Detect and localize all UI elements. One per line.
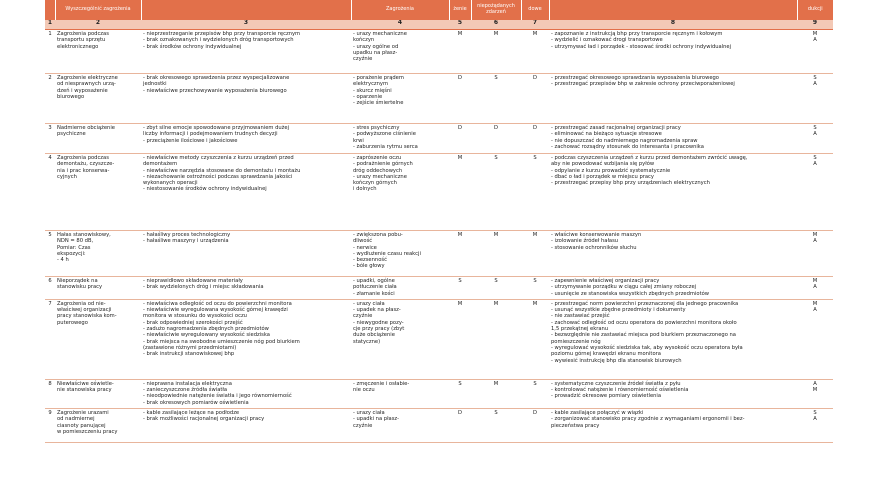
effect-line: - zejście śmiertelne bbox=[353, 100, 404, 107]
cause-line: - brak instrukcji stanowiskowej bhp bbox=[143, 351, 235, 358]
hazard-line: Zagrożenia podczas bbox=[57, 155, 109, 161]
acceptability-value: A bbox=[813, 284, 817, 291]
cause-line: wykonanych operacji bbox=[143, 180, 198, 187]
table-row bbox=[45, 299, 833, 379]
severity-cell: S bbox=[471, 409, 521, 443]
acceptability-cell bbox=[797, 379, 833, 408]
effect-line: - zmęczenie i osłabie- bbox=[353, 380, 410, 387]
action-line: - zachować odległość od oczu operatora do powierzchni monitora około bbox=[551, 319, 737, 326]
severity-cell: S bbox=[471, 277, 521, 300]
effects-cell bbox=[351, 30, 449, 74]
action-line: - właściwe konserwowanie maszyn bbox=[551, 232, 642, 238]
effect-line: - zaprószenie oczu bbox=[353, 155, 402, 161]
action-line: pieczeństwa pracy bbox=[551, 422, 600, 429]
acceptability-value: S bbox=[813, 75, 817, 81]
risk-level-cell: S bbox=[521, 154, 549, 231]
hazard-line: cyjnych bbox=[57, 173, 77, 180]
acceptability-value: M bbox=[812, 300, 818, 307]
severity-cell: M bbox=[471, 299, 521, 379]
column-number-row bbox=[45, 20, 833, 30]
effect-line: - urazy mechaniczne bbox=[353, 173, 407, 180]
cause-line: - brak środków ochrony indywidualnej bbox=[143, 43, 242, 50]
effect-line: - złamanie kości bbox=[353, 290, 395, 297]
probability-cell: M bbox=[449, 231, 471, 277]
column-number: 1 bbox=[45, 20, 55, 30]
effect-line: - bóle głowy bbox=[353, 263, 385, 270]
effect-line: kończyn górnych bbox=[353, 180, 397, 187]
actions-cell bbox=[549, 409, 797, 443]
cause-line: - niewłaściwie wyregulowana wysokość górnej krawędzi bbox=[143, 307, 288, 314]
effect-line: - urazy mechaniczne bbox=[353, 31, 407, 37]
hazard-line: stanowisku pracy bbox=[57, 284, 103, 291]
causes-cell bbox=[141, 299, 351, 379]
hazard-line: od niesprawnych urzą- bbox=[57, 81, 116, 88]
action-line: - utrzymywać ład i porządek - stosować środki ochrony indywidualnej bbox=[551, 43, 732, 50]
column-number: 4 bbox=[351, 20, 449, 30]
effect-line: - zwiększona pobu- bbox=[353, 232, 403, 238]
acceptability-value: M bbox=[812, 31, 818, 37]
action-line: - systematyczne czyszczenie źródeł światła z pyłu bbox=[551, 380, 681, 387]
action-line: - utrzymywanie porządku w ciągu całej zmiany roboczej bbox=[551, 284, 697, 291]
severity-cell: M bbox=[471, 379, 521, 408]
actions-cell bbox=[549, 154, 797, 231]
cause-line: - zanieczyszczone źródła światła bbox=[143, 387, 228, 394]
action-line: - kable zasilające połączyć w wiązki bbox=[551, 410, 644, 417]
cause-line: - niewłaściwie wyregulowany wysokość siedziska bbox=[143, 332, 270, 339]
column-number: 6 bbox=[471, 20, 521, 30]
acceptability-value: S bbox=[813, 125, 817, 131]
table-row bbox=[45, 409, 833, 443]
acceptability-value: S bbox=[813, 155, 817, 161]
action-line: - zapewnienie właściwej organizacji pracy bbox=[551, 278, 660, 284]
acceptability-cell bbox=[797, 409, 833, 443]
hazard-line: biurowego bbox=[57, 93, 85, 100]
cause-line: demontażem bbox=[143, 161, 178, 168]
action-line: - przestrzegać okresowego sprawdzania wyposażenia biurowego bbox=[551, 75, 719, 81]
column-number: 2 bbox=[55, 20, 141, 30]
cause-line: - zadużo nagromadzenia zbędnych przedmiotów bbox=[143, 326, 269, 333]
action-line: - wyregulować wysokość siedziska tak, aby wysokość oczu operatora była bbox=[551, 344, 743, 351]
effect-line: elektrycznym bbox=[353, 81, 389, 88]
effects-cell bbox=[351, 379, 449, 408]
acceptability-cell bbox=[797, 299, 833, 379]
effect-line: - zaburzenia rytmu serca bbox=[353, 143, 418, 150]
action-line: - izolowanie źródeł hałasu bbox=[551, 238, 619, 245]
effect-line: - skurcz mięśni bbox=[353, 87, 392, 94]
cause-line: - hałaśliwe maszyny i urządzenia bbox=[143, 238, 229, 245]
severity-cell: M bbox=[471, 30, 521, 74]
hazard-cell bbox=[55, 277, 141, 300]
cause-line: - brak wydzielonych dróg i miejsc składowania bbox=[143, 284, 264, 291]
actions-cell bbox=[549, 124, 797, 154]
risk-level-cell: M bbox=[521, 231, 549, 277]
hazard-line: elektronicznego bbox=[57, 43, 99, 50]
hazard-line: Pomiar: Czas bbox=[57, 244, 91, 251]
header-cell-9: dukcji bbox=[797, 0, 833, 20]
effect-line: potłuczenie ciała bbox=[353, 284, 397, 291]
acceptability-cell bbox=[797, 277, 833, 300]
risk-level-cell: D bbox=[521, 74, 549, 124]
severity-cell: S bbox=[471, 154, 521, 231]
table-row bbox=[45, 379, 833, 408]
cause-line: - brak możliwości racjonalnej organizacji pracy bbox=[143, 416, 265, 423]
effect-line: - oparzenie bbox=[353, 93, 383, 100]
probability-cell: M bbox=[449, 299, 471, 379]
effect-line: - podrażnienie górnych bbox=[353, 161, 413, 168]
actions-cell bbox=[549, 231, 797, 277]
action-line: - zorganizować stanowisko pracy zgodnie z wymaganiami ergonomii i bez- bbox=[551, 416, 745, 423]
risk-assessment-table bbox=[45, 0, 833, 443]
acceptability-cell bbox=[797, 30, 833, 74]
effect-line: czyźnie bbox=[353, 56, 373, 63]
acceptability-value: A bbox=[813, 307, 817, 314]
cause-line: - hałaśliwy proces technologiczny bbox=[143, 232, 231, 238]
cause-line: - niewłaściwe przechowywanie wyposażenia biurowego bbox=[143, 87, 287, 94]
table-row bbox=[45, 277, 833, 300]
column-number: 8 bbox=[549, 20, 797, 30]
cause-line: - brak oznakowanych i wydzielonych dróg transportowych bbox=[143, 37, 294, 44]
cause-line: - nieprzestrzeganie przepisów bhp przy transporcie ręcznym bbox=[143, 31, 301, 37]
hazard-line: psychiczne bbox=[57, 131, 86, 138]
hazard-cell bbox=[55, 30, 141, 74]
causes-cell bbox=[141, 277, 351, 300]
actions-cell bbox=[549, 30, 797, 74]
hazard-cell bbox=[55, 154, 141, 231]
table-row bbox=[45, 30, 833, 74]
row-number: 1 bbox=[45, 30, 55, 74]
effect-line: - wydłużenie czasu reakcji bbox=[353, 250, 421, 257]
table-header-row bbox=[45, 0, 833, 20]
acceptability-cell bbox=[797, 231, 833, 277]
cause-line: - niewłaściwa odległość od oczu do powierzchni monitora bbox=[143, 300, 292, 307]
acceptability-value: A bbox=[813, 416, 817, 423]
effect-line: cje przy pracy (zbyt bbox=[353, 326, 405, 333]
row-number: 7 bbox=[45, 299, 55, 379]
probability-cell: M bbox=[449, 154, 471, 231]
effect-line: dróg oddechowych bbox=[353, 167, 403, 174]
acceptability-value: A bbox=[813, 380, 817, 387]
probability-cell: D bbox=[449, 74, 471, 124]
effect-line: - urazy ciała bbox=[353, 300, 385, 307]
cause-line: monitora w stosunku do wysokości oczu bbox=[143, 313, 247, 320]
column-number: 9 bbox=[797, 20, 833, 30]
row-number: 6 bbox=[45, 277, 55, 300]
effect-line: czyźnie bbox=[353, 422, 373, 429]
effect-line: dliwość bbox=[353, 238, 373, 245]
acceptability-value: M bbox=[812, 232, 818, 238]
acceptability-cell bbox=[797, 124, 833, 154]
hazard-line: właściwej organizacji bbox=[57, 307, 112, 314]
hazard-line: demontażu, czyszcze- bbox=[57, 161, 115, 168]
effect-line: - upadki, ogólne bbox=[353, 278, 395, 284]
action-line: - wywiesić instrukcję bhp dla stanowisk biurowych bbox=[551, 357, 682, 364]
effect-line: duże obciążenie bbox=[353, 332, 395, 339]
header-cell-5: żenie bbox=[449, 0, 471, 20]
action-line: - kontrolować natężenie i równomierność oświetlenia bbox=[551, 387, 689, 394]
hazard-line: Zagrożenie urazami bbox=[57, 410, 109, 417]
acceptability-value: A bbox=[813, 238, 817, 245]
action-line: - eliminować na bieżąco sytuacje stresowe bbox=[551, 131, 662, 138]
actions-cell bbox=[549, 277, 797, 300]
action-line: - dbać o ład i porządek w miejscu pracy bbox=[551, 173, 654, 180]
hazard-line: Zagrożenie elektryczne bbox=[57, 75, 118, 81]
effects-cell bbox=[351, 277, 449, 300]
cause-line: - nieprawna instalacja elektryczna bbox=[143, 380, 232, 387]
hazard-line: ekspozycji: bbox=[57, 250, 86, 257]
row-number: 9 bbox=[45, 409, 55, 443]
effects-cell bbox=[351, 124, 449, 154]
effects-cell bbox=[351, 154, 449, 231]
severity-cell: D bbox=[471, 124, 521, 154]
effect-line: czyźnie bbox=[353, 313, 373, 320]
risk-level-cell: D bbox=[521, 409, 549, 443]
row-number: 2 bbox=[45, 74, 55, 124]
effect-line: - upadek na płasz- bbox=[353, 307, 401, 314]
hazard-line: Niewłaściwe oświetle- bbox=[57, 380, 114, 387]
hazard-line: Nieporządek na bbox=[57, 278, 98, 284]
causes-cell bbox=[141, 154, 351, 231]
hazard-line: ciasnoty panującej bbox=[57, 422, 106, 429]
column-number: 5 bbox=[449, 20, 471, 30]
causes-cell bbox=[141, 30, 351, 74]
effect-line: kończyn bbox=[353, 37, 375, 44]
table-row bbox=[45, 154, 833, 231]
acceptability-value: A bbox=[813, 81, 817, 88]
hazard-cell bbox=[55, 231, 141, 277]
action-line: - przestrzegać przepisów bhp w zakresie ochrony przeciwporażeniowej bbox=[551, 81, 735, 88]
header-cell-7: dowe bbox=[521, 0, 549, 20]
row-number: 3 bbox=[45, 124, 55, 154]
actions-cell bbox=[549, 299, 797, 379]
header-cell-1 bbox=[45, 0, 55, 20]
header-cell-8 bbox=[549, 0, 797, 20]
acceptability-cell bbox=[797, 154, 833, 231]
hazard-line: dzeń i wyposażenie bbox=[57, 87, 108, 94]
column-number: 7 bbox=[521, 20, 549, 30]
risk-level-cell: S bbox=[521, 277, 549, 300]
action-line: - wydzielić i oznakować drogi transportowe bbox=[551, 37, 663, 44]
action-line: - przestrzegać przepisy bhp przy urządzeniach elektrycznych bbox=[551, 180, 710, 187]
header-cell-4: Zagrożenia bbox=[351, 0, 449, 20]
acceptability-cell bbox=[797, 74, 833, 124]
cause-line: - niestosowanie środków ochrony indywidualnej bbox=[143, 186, 267, 193]
acceptability-value: M bbox=[812, 387, 818, 394]
cause-line: - kable zasilające leżące na podłodze bbox=[143, 410, 240, 417]
action-line: aby nie powodować wzbijania się pyłów bbox=[551, 161, 655, 168]
cause-line: - niezachowanie ostrożności podczas sprawdzania jakości bbox=[143, 173, 293, 180]
hazard-line: Zagrożenia od nie- bbox=[57, 300, 106, 307]
effect-line: - urazy ogólne od bbox=[353, 43, 399, 50]
acceptability-value: S bbox=[813, 410, 817, 417]
header-cell-3 bbox=[141, 0, 351, 20]
cause-line: - brak odpowiedniej szerokości przejść bbox=[143, 319, 243, 326]
header-cell-2: Wyszczególnić zagrożenia bbox=[55, 0, 141, 20]
cause-line: - przeciążenie ilościowe i jakościowe bbox=[143, 137, 238, 144]
causes-cell bbox=[141, 231, 351, 277]
effect-line: - bezsenność bbox=[353, 257, 387, 264]
effect-line: - niewygodne pozy- bbox=[353, 319, 404, 326]
probability-cell: M bbox=[449, 30, 471, 74]
hazard-line: Nadmierne obciążenie bbox=[57, 125, 115, 131]
risk-level-cell: M bbox=[521, 299, 549, 379]
action-line: - przestrzegać norm powierzchni przeznaczonej dla jednego pracownika bbox=[551, 300, 739, 307]
effects-cell bbox=[351, 231, 449, 277]
action-line: - bezwzględnie nie zastawiać miejsca pod biurkiem przeznaczonego na bbox=[551, 332, 736, 339]
hazard-line: NDN = 80 dB, bbox=[57, 238, 94, 245]
effect-line: - podwyższone ciśnienie bbox=[353, 131, 416, 138]
causes-cell bbox=[141, 409, 351, 443]
effect-line: - urazy ciała bbox=[353, 410, 385, 417]
causes-cell bbox=[141, 379, 351, 408]
action-line: - usunąć wszystkie zbędne przedmioty i dokumenty bbox=[551, 307, 686, 314]
hazard-line: nia i prac konserwa- bbox=[57, 167, 110, 174]
hazard-cell bbox=[55, 124, 141, 154]
risk-level-cell: S bbox=[521, 379, 549, 408]
effect-line: - stres psychiczny bbox=[353, 125, 400, 131]
hazard-line: Hałas stanowiskowy, bbox=[57, 232, 111, 238]
table-row bbox=[45, 74, 833, 124]
effect-line: upadku na płasz- bbox=[353, 49, 398, 56]
actions-cell bbox=[549, 379, 797, 408]
effect-line: - porażenie prądem bbox=[353, 75, 404, 81]
hazard-cell bbox=[55, 379, 141, 408]
hazard-line: w pomieszczeniu pracy bbox=[57, 428, 118, 435]
effects-cell bbox=[351, 409, 449, 443]
action-line: - podczas czyszczenia urządzeń z kurzu przed demontażem zwrócić uwagę, bbox=[551, 155, 748, 161]
action-line: - odpylanie z kurzu prowadzić systematycznie bbox=[551, 167, 671, 174]
action-line: - stosowanie ochronników słuchu bbox=[551, 244, 637, 251]
hazard-line: Zagrożenia podczas bbox=[57, 31, 109, 37]
hazard-line: nie stanowiska pracy bbox=[57, 387, 112, 394]
effects-cell bbox=[351, 74, 449, 124]
cause-line: (zastawione różnymi przedmiotami) bbox=[143, 344, 237, 351]
effect-line: i dolnych bbox=[353, 186, 377, 193]
probability-cell: D bbox=[449, 124, 471, 154]
risk-level-cell: M bbox=[521, 30, 549, 74]
hazard-cell bbox=[55, 299, 141, 379]
effect-line: nie oczu bbox=[353, 387, 375, 394]
probability-cell: S bbox=[449, 277, 471, 300]
cause-line: - nieodpowiednie natężenie światła i jego równomierność bbox=[143, 393, 292, 400]
cause-line: - brak okresowych pomiarów oświetlenia bbox=[143, 399, 249, 406]
cause-line: - brak okresowego sprawdzenia przez wyspecjalizowane bbox=[143, 75, 290, 81]
action-line: pomieszczenie nóg bbox=[551, 338, 601, 345]
action-line: poziomu górnej krawędzi ekranu monitora bbox=[551, 351, 661, 358]
effect-line: - upadki na płasz- bbox=[353, 416, 400, 423]
effect-line: statyczne) bbox=[353, 338, 381, 345]
acceptability-value: A bbox=[813, 37, 817, 44]
action-line: - przestrzegać zasad racjonalnej organizacji pracy bbox=[551, 125, 681, 131]
cause-line: - brak miejsca na swobodne umieszczenie nóg pod biurkiem bbox=[143, 338, 300, 345]
action-line: - zapoznanie z instrukcją bhp przy transporcie ręcznym i kołowym bbox=[551, 31, 723, 37]
column-number: 3 bbox=[141, 20, 351, 30]
action-line: - zachować rozsądny stosunek do interesanta i pracownika bbox=[551, 143, 704, 150]
causes-cell bbox=[141, 74, 351, 124]
cause-line: - niewłaściwe narzędzia stosowane do demontażu i montażu bbox=[143, 167, 301, 174]
actions-cell bbox=[549, 74, 797, 124]
hazard-line: od nadmiernej bbox=[57, 416, 95, 423]
hazard-line: pracy stanowiska kom- bbox=[57, 313, 117, 320]
hazard-cell bbox=[55, 74, 141, 124]
cause-line: jednostki bbox=[143, 81, 167, 88]
cause-line: - niewłaściwe metody czyszczenia z kurzu urządzeń przed bbox=[143, 155, 294, 161]
hazard-cell bbox=[55, 409, 141, 443]
action-line: - usunięcie ze stanowiska wszystkich zbędnych przedmiotów bbox=[551, 290, 710, 297]
action-line: - nie zastawiać przejść bbox=[551, 313, 610, 320]
table-row bbox=[45, 231, 833, 277]
table-row bbox=[45, 124, 833, 154]
cause-line: - nieprawidłowo składowane materiały bbox=[143, 278, 243, 284]
action-line: - nie dopuszczać do nadmiernego nagromadzenia spraw bbox=[551, 137, 698, 144]
effects-cell bbox=[351, 299, 449, 379]
action-line: 1,5 przekątnej ekranu bbox=[551, 326, 609, 333]
row-number: 4 bbox=[45, 154, 55, 231]
probability-cell: D bbox=[449, 409, 471, 443]
hazard-line: - 4 h bbox=[57, 257, 69, 264]
acceptability-value: A bbox=[813, 161, 817, 168]
severity-cell: S bbox=[471, 74, 521, 124]
severity-cell: M bbox=[471, 231, 521, 277]
hazard-line: transportu sprzętu bbox=[57, 37, 106, 44]
effect-line: krwi bbox=[353, 137, 364, 144]
acceptability-value: M bbox=[812, 278, 818, 284]
row-number: 8 bbox=[45, 379, 55, 408]
acceptability-value: A bbox=[813, 131, 817, 138]
action-line: - prowadzić okresowe pomiary oświetlenia bbox=[551, 393, 662, 400]
header-cell-6: niepożądanych zdarzeń bbox=[471, 0, 521, 20]
hazard-line: puterowego bbox=[57, 319, 88, 326]
risk-level-cell: D bbox=[521, 124, 549, 154]
causes-cell bbox=[141, 124, 351, 154]
cause-line: - zbyt silne emocje spowodowane przyjmowaniem dużej bbox=[143, 125, 290, 131]
row-number: 5 bbox=[45, 231, 55, 277]
effect-line: - nerwice bbox=[353, 244, 377, 251]
cause-line: liczby informacji i podejmowaniem trudnych decyzji bbox=[143, 131, 278, 138]
probability-cell: S bbox=[449, 379, 471, 408]
